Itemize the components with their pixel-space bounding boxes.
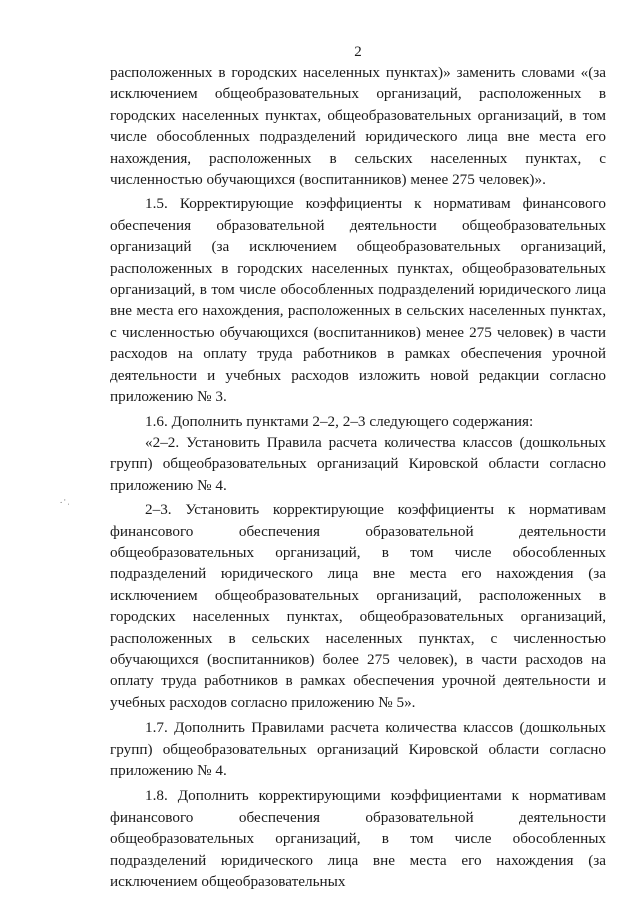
paragraph-1-7: 1.7. Дополнить Правилами расчета количества классов (дошкольных групп) общеобразовательных организаций Кировской области согласно приложению № 4. <box>110 719 606 779</box>
paragraph-2-3: 2–3. Установить корректирующие коэффициенты к нормативам финансового обеспечения образовательной деятельности общеобразовательных организаций, в том числе обособленных подразделений юридического лица вне места его нахождения (за исключением общеобразовательных организаций, расположенных в городских населенных пунктах, общеобразовательных организаций, расположенных в сельских населенных пунктах, с численностью обучающихся (воспитанников) более 275 человек), в части расходов на оплату труда работников в рамках обеспечения урочной деятельности и учебных расходов согласно приложению № 5». <box>110 501 606 711</box>
paragraph-1-5: 1.5. Корректирующие коэффициенты к нормативам финансового обеспечения образовательной деятельности общеобразовательных организаций (за исключением общеобразовательных организаций, расположенных в городских населенных пунктах, общеобразовательных организаций, в том числе обособленных подразделений юридического лица вне места его нахождения, расположенных в сельских населенных пунктах, с численностью обучающихся (воспитанников) менее 275 человек) в части расходов на оплату труда работников в рамках обеспечения урочной деятельности и учебных расходов изложить новой редакции согласно приложению № 3. <box>110 195 606 406</box>
page-number: 2 <box>354 44 362 60</box>
scan-artifact-mark: .·ˌ <box>60 495 72 505</box>
paragraph-1-6: 1.6. Дополнить пунктами 2–2, 2–3 следующего содержания: <box>145 412 534 430</box>
document-body <box>110 62 606 892</box>
paragraph-1-8: 1.8. Дополнить корректирующими коэффициентами к нормативам финансового обеспечения образовательной деятельности общеобразовательных организаций, в том числе обособленных подразделений юридического лица вне места его нахождения (за исключением общеобразовательных <box>110 787 606 891</box>
paragraph-2-2: «2–2. Установить Правила расчета количества классов (дошкольных групп) общеобразовательных организаций Кировской области согласно приложению № 4. <box>110 433 606 494</box>
paragraph-continuation: расположенных в городских населенных пунктах)» заменить словами «(за исключением общеобразовательных организаций, расположенных в городских населенных пунктах, общеобразовательных организаций, в том числе обособленных подразделений юридического лица вне места его нахождения, расположенных в сельских населенных пунктах, с численностью обучающихся (воспитанников) менее 275 человек)». <box>110 64 606 189</box>
